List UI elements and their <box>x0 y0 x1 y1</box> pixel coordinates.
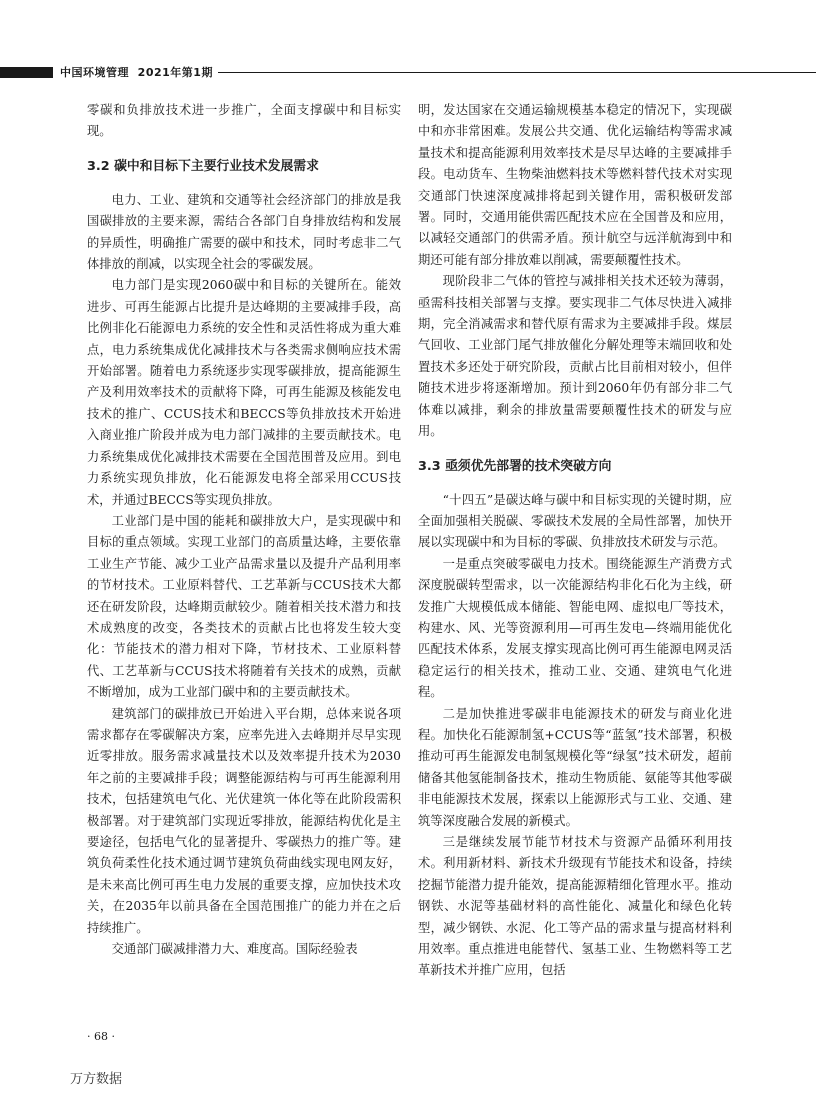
paragraph: 电力、工业、建筑和交通等社会经济部门的排放是我国碳排放的主要来源，需结合各部门自身排放结构和发展的异质性，明确推广需要的碳中和技术，同时考虑非二气体排放的削减，以实现全社会的零碳发展。 <box>87 192 401 272</box>
paragraph: 零碳和负排放技术进一步推广，全面支撑碳中和目标实现。 <box>87 103 401 139</box>
paragraph: 电力部门是实现2060碳中和目标的关键所在。能效进步、可再生能源占比提升是达峰期的主要减排手段，高比例非化石能源电力系统的安全性和灵活性将成为重大难点，电力系统集成优化减排技术与各类需求侧响应技术需开始部署。随着电力系统逐步实现零碳排放，提高能源生产及利用效率技术的贡献将下降，可再生能源及核能发电技术的推广、CCUS技术和BECCS等负排放技术开始进入商业推广阶段并成为电力部门减排的主要贡献技术。电力系统集成优化减排技术需要在全国范围普及应用。到电力系统实现负排放，化石能源发电将全部采用CCUS技术，并通过BECCS等实现负排放。 <box>87 278 401 507</box>
paragraph: 工业部门是中国的能耗和碳排放大户，是实现碳中和目标的重点领域。实现工业部门的高质量达峰，主要依靠工业生产节能、减少工业产品需求量以及提升产品利用率的节材技术。工业原料替代、工艺革新与CCUS技术大都还在研发阶段，达峰期贡献较少。随着相关技术潜力和技术成熟度的改变，各类技术的贡献占比也将发生较大变化：节能技术的潜力相对下降，节材技术、工业原料替代、工艺革新与CCUS技术将随着有关技术的成熟，贡献不断增加，成为工业部门碳中和的主要贡献技术。 <box>87 513 401 700</box>
paragraph: 建筑部门的碳排放已开始进入平台期，总体来说各项需求都存在零碳解决方案，应率先进入去峰期并尽早实现近零排放。服务需求减量技术以及效率提升技术为2030年之前的主要减排手段；调整能源结构与可再生能源利用技术，包括建筑电气化、光伏建筑一体化等在此阶段需积极部署。对于建筑部门实现近零排放，能源结构优化是主要途径，包括电气化的显著提升、零碳热力的推广等。建筑负荷柔性化技术通过调节建筑负荷曲线实现电网友好，是未来高比例可再生电力发展的重要支撑，应加快技术攻关，在2035年以前具备在全国范围推广的能力并在之后持续推广。 <box>87 706 401 935</box>
header-rule <box>218 72 816 73</box>
paragraph: 交通部门碳减排潜力大、难度高。国际经验表 <box>111 942 358 957</box>
left-column <box>87 100 401 960</box>
issue-label: 2021年第1期 <box>137 66 213 79</box>
paragraph: 一是重点突破零碳电力技术。围绕能源生产消费方式深度脱碳转型需求，以一次能源结构非化石化为主线，研发推广大规模低成本储能、智能电网、虚拟电厂等技术，构建水、风、光等资源利用—可再生发电—终端用能优化匹配技术体系，发展支撑实现高比例可再生能源电网灵活稳定运行的相关技术，推动工业、交通、建筑电气化进程。 <box>418 556 732 700</box>
right-column <box>418 100 732 982</box>
journal-name: 中国环境管理 <box>60 66 129 79</box>
paragraph: 现阶段非二气体的管控与减排相关技术还较为薄弱，亟需科技相关部署与支撑。要实现非二气体尽快进入减排期，完全消减需求和替代原有需求为主要减排手段。煤层气回收、工业部门尾气排放催化分解处理等末端回收和处置技术多还处于研究阶段，贡献占比目前相对较小，但伴随技术进步将逐渐增加。预计到2060年仍有部分非二气体难以减排，剩余的排放量需要颠覆性技术的研发与应用。 <box>418 274 732 439</box>
paragraph: 二是加快推进零碳非电能源技术的研发与商业化进程。加快化石能源制氢+CCUS等“蓝氢”技术部署，积极推动可再生能源发电制氢规模化等“绿氢”技术研发，超前储备其他氢能制备技术，推动生物质能、氨能等其他零碳非电能源技术发展，探索以上能源形式与工业、交通、建筑等深度融合发展的新模式。 <box>418 706 732 828</box>
paragraph: 明，发达国家在交通运输规模基本稳定的情况下，实现碳中和亦非常困难。发展公共交通、优化运输结构等需求减量技术和提高能源利用效率技术是尽早达峰的主要减排手段。电动货车、生物柴油燃料技术等燃料替代技术对实现交通部门快速深度减排将起到关键作用，需积极研发部署。同时，交通用能供需匹配技术应在全国普及和应用，以减轻交通部门的供需矛盾。预计航空与远洋航海到中和期还可能有部分排放难以削减，需要颠覆性技术。 <box>418 103 732 267</box>
running-header <box>60 64 213 80</box>
paragraph: “十四五”是碳达峰与碳中和目标实现的关键时期，应全面加强相关脱碳、零碳技术发展的全局性部署，加快开展以实现碳中和为目标的零碳、负排放技术研发与示范。 <box>418 492 732 550</box>
page-number: · 68 · <box>87 1030 115 1043</box>
header-bar <box>0 67 53 78</box>
watermark: 万方数据 <box>70 1072 123 1087</box>
paragraph: 三是继续发展节能节材技术与资源产品循环利用技术。利用新材料、新技术升级现有节能技术和设备，持续挖掘节能潜力提升能效，提高能源精细化管理水平。推动钢铁、水泥等基础材料的高性能化、减量化和绿色化转型，减少钢铁、水泥、化工等产品的需求量与提高材料利用效率。重点推进电能替代、氢基工业、生物燃料等工艺革新技术并推广应用，包括 <box>418 835 732 978</box>
section-heading: 3.2 碳中和目标下主要行业技术发展需求 <box>87 158 319 174</box>
section-heading: 3.3 亟须优先部署的技术突破方向 <box>418 458 612 474</box>
